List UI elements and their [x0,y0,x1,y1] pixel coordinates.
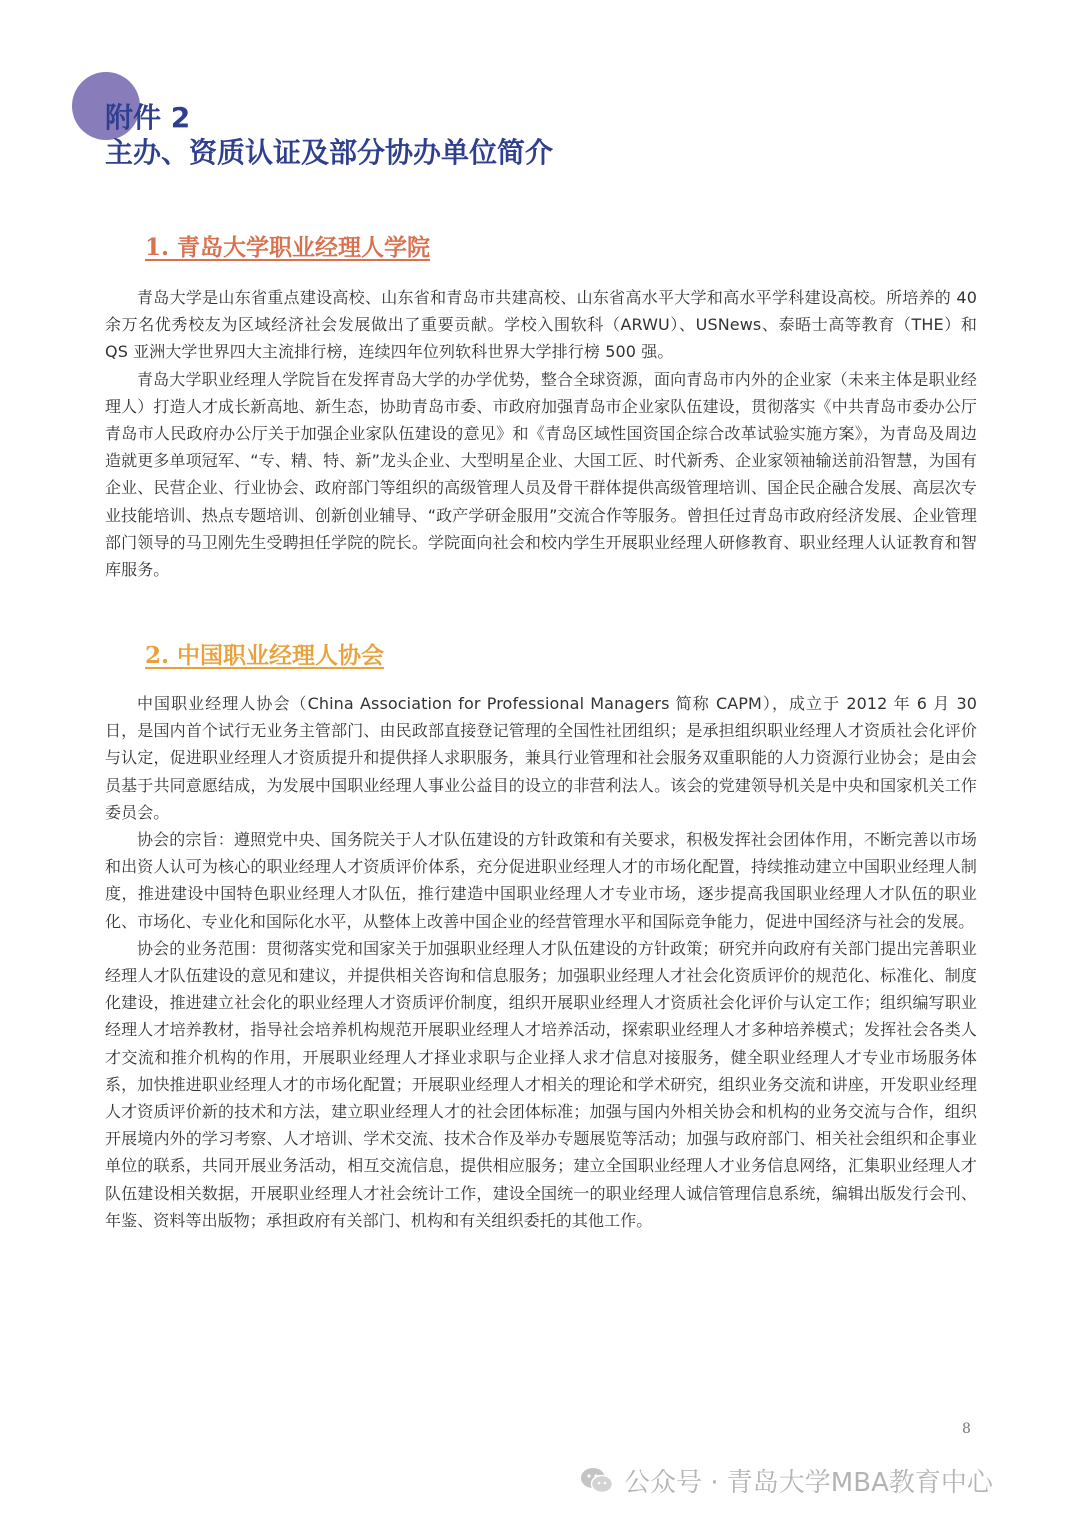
paragraph: 青岛大学是山东省重点建设高校、山东省和青岛市共建高校、山东省高水平大学和高水平学科建设高校。所培养的 40 余万名优秀校友为区域经济社会发展做出了重要贡献。学校入围软科（ARWU）、USNews、泰晤士高等教育（THE）和 QS 亚洲大学世界四大主流排行榜，连续四年位列软科世界大学排行榜 500 强。 [105,288,977,362]
paragraph: 中国职业经理人协会（China Association for Professional Managers 简称 CAPM），成立于 2012 年 6 月 30 日，是国内首个试行无业务主管部门、由民政部直接登记管理的全国性社团组织；是承担组织职业经理人才资质社会化评价与认定，促进职业经理人才资质提升和提供择人求职服务，兼具行业管理和社会服务双重职能的人力资源行业协会；是由会员基于共同意愿结成，为发展中国职业经理人事业公益目的设立的非营利法人。该会的党建领导机关是中央和国家机关工作委员会。 [105,694,977,822]
paragraph: 协会的宗旨：遵照党中央、国务院关于人才队伍建设的方针政策和有关要求，积极发挥社会团体作用，不断完善以市场和出资人认可为核心的职业经理人才资质评价体系，充分促进职业经理人才的市场化配置，持续推动建立中国职业经理人制度，推进建设中国特色职业经理人才队伍，推行建造中国职业经理人才专业市场，逐步提高我国职业经理人才队伍的职业化、市场化、专业化和国际化水平，从整体上改善中国企业的经营管理水平和国际竞争能力，促进中国经济与社会的发展。 [105,830,977,931]
paragraph: 协会的业务范围：贯彻落实党和国家关于加强职业经理人才队伍建设的方针政策；研究并向政府有关部门提出完善职业经理人才队伍建设的意见和建议，并提供相关咨询和信息服务；加强职业经理人才社会化资质评价的规范化、标准化、制度化建设，推进建立社会化的职业经理人才资质评价制度，组织开展职业经理人才资质社会化评价与认定工作；组织编写职业经理人才培养教材，指导社会培养机构规范开展职业经理人才培养活动，探索职业经理人才多种培养模式；发挥社会各类人才交流和推介机构的作用，开展职业经理人才择业求职与企业择人求才信息对接服务，健全职业经理人才专业市场服务体系，加快推进职业经理人才的市场化配置；开展职业经理人才相关的理论和学术研究，组织业务交流和讲座，开发职业经理人才资质评价新的技术和方法，建立职业经理人才的社会团体标准；加强与国内外相关协会和机构的业务交流与合作，组织开展境内外的学习考察、人才培训、学术交流、技术合作及举办专题展览等活动；加强与政府部门、相关社会组织和企事业单位的联系，共同开展业务活动，相互交流信息，提供相应服务；建立全国职业经理人才业务信息网络，汇集职业经理人才队伍建设相关数据，开展职业经理人才社会统计工作，建设全国统一的职业经理人诚信管理信息系统，编辑出版发行会刊、年鉴、资料等出版物；承担政府有关部门、机构和有关组织委托的其他工作。 [105,938,977,1230]
section-body-capm [105,690,977,1234]
section-body-qingdao-university [105,284,977,583]
page-number: 8 [962,1421,971,1437]
section-heading-capm: 2. 中国职业经理人协会 [145,642,385,669]
paragraph: 青岛大学职业经理人学院旨在发挥青岛大学的办学优势，整合全球资源，面向青岛市内外的企业家（未来主体是职业经理人）打造人才成长新高地、新生态，协助青岛市委、市政府加强青岛市企业家队伍建设，贯彻落实《中共青岛市委办公厅青岛市人民政府办公厅关于加强企业家队伍建设的意见》和《青岛区域性国资国企综合改革试验实施方案》，为青岛及周边造就更多单项冠军、“专、精、特、新”龙头企业、大型明星企业、大国工匠、时代新秀、企业家领袖输送前沿智慧，为国有企业、民营企业、行业协会、政府部门等组织的高级管理人员及骨干群体提供高级管理培训、国企民企融合发展、高层次专业技能培训、热点专题培训、创新创业辅导、“政产学研金服用”交流合作等服务。曾担任过青岛市政府经济发展、企业管理部门领导的马卫刚先生受聘担任学院的院长。学院面向社会和校内学生开展职业经理人研修教育、职业经理人认证教育和智库服务。 [105,369,977,580]
section-heading-qingdao-university: 1. 青岛大学职业经理人学院 [145,234,431,261]
wechat-icon [580,1466,614,1496]
appendix-label: 附件 2 [105,101,191,134]
page-title: 主办、资质认证及部分协办单位简介 [105,136,554,169]
watermark-text: 公众号 · 青岛大学MBA教育中心 [624,1468,993,1498]
watermark [580,1462,993,1499]
